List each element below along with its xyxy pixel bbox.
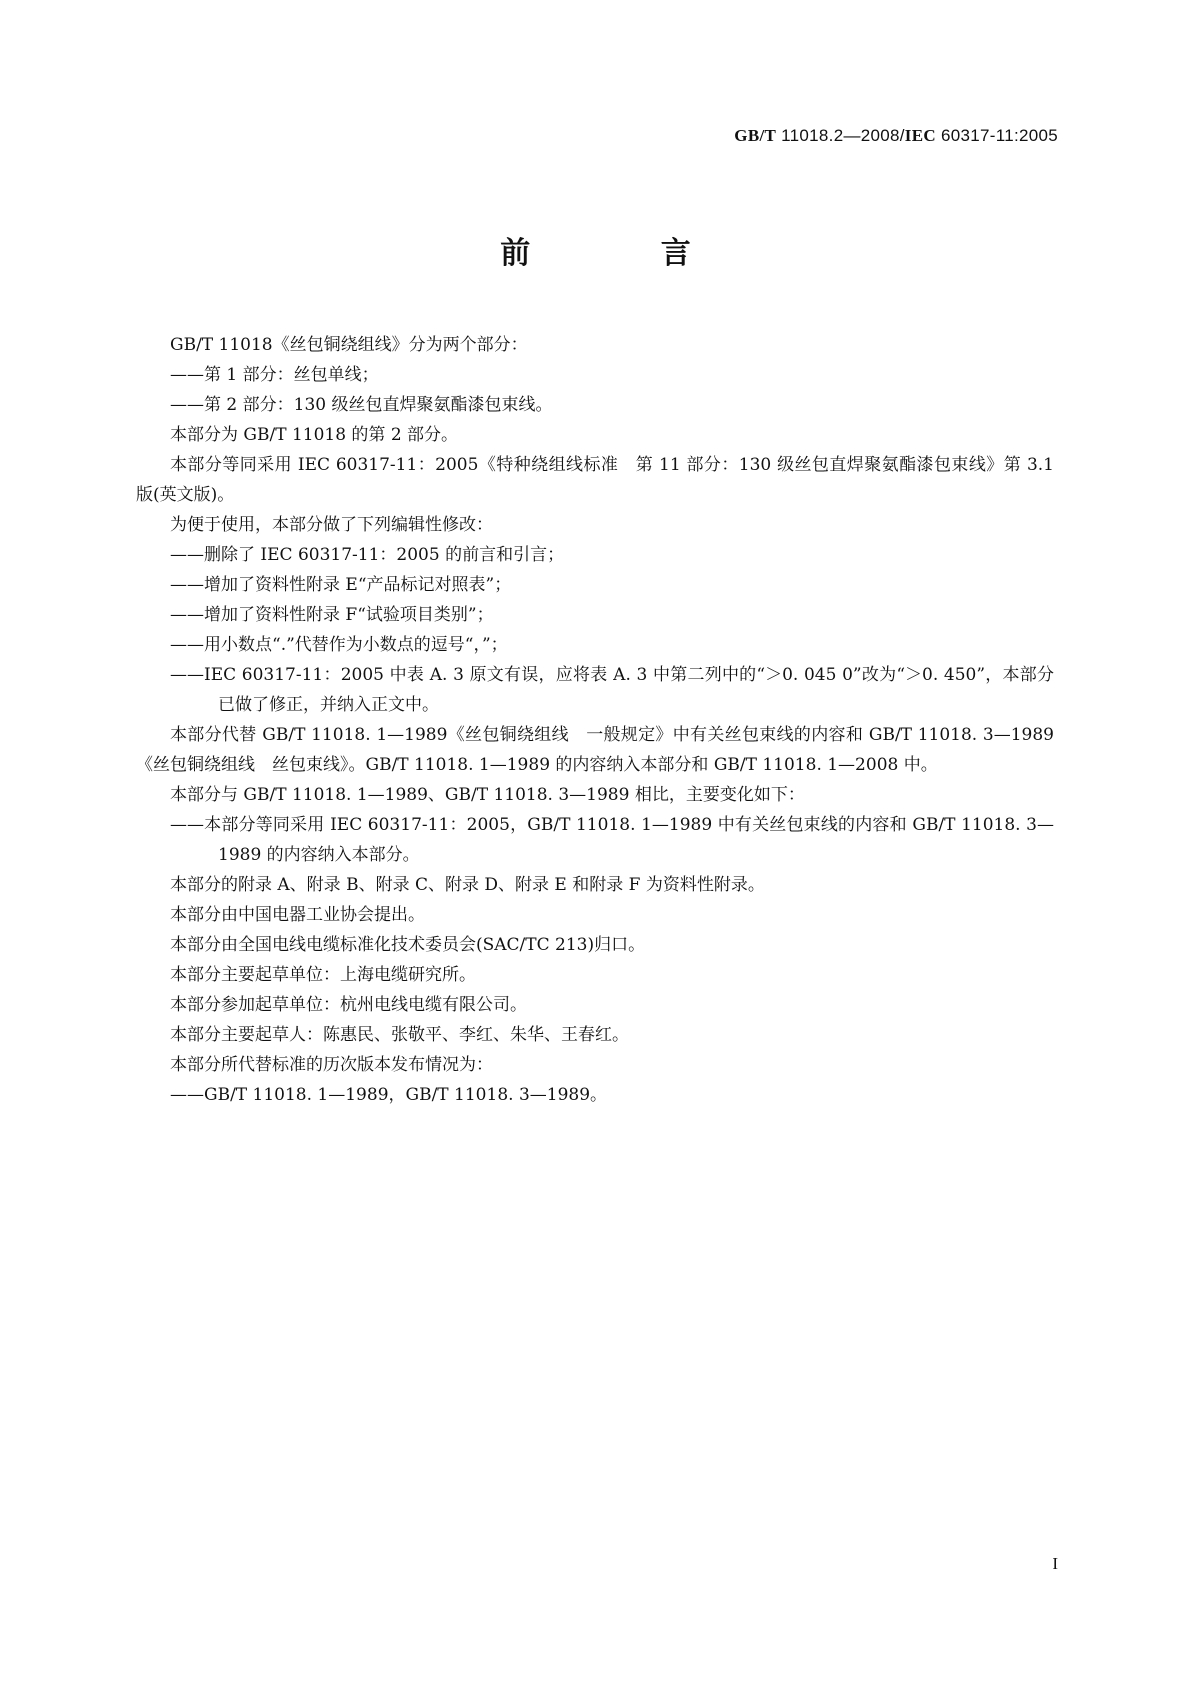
paragraph-edits-intro: 为便于使用，本部分做了下列编辑性修改： xyxy=(170,515,493,535)
paragraph-history-intro: 本部分所代替标准的历次版本发布情况为： xyxy=(170,1055,493,1075)
list-item-edit-3: ——增加了资料性附录 F“试验项目类别”； xyxy=(170,605,494,625)
paragraph-participating-org: 本部分参加起草单位：杭州电线电缆有限公司。 xyxy=(170,995,527,1015)
list-item-part-2: ——第 2 部分：130 级丝包直焊聚氨酯漆包束线。 xyxy=(170,395,553,415)
list-item-edit-2: ——增加了资料性附录 E“产品标记对照表”； xyxy=(170,575,512,595)
list-item-history-1: ——GB/T 11018. 1—1989，GB/T 11018. 3—1989。 xyxy=(170,1085,608,1105)
paragraph-this-part: 本部分为 GB/T 11018 的第 2 部分。 xyxy=(170,425,459,445)
page-number: I xyxy=(1052,1554,1058,1573)
header-code-gbt: GB/T xyxy=(734,126,777,145)
list-item-edit-5: ——IEC 60317-11：2005 中表 A. 3 原文有误，应将表 A. 3 中第二列中的“＞0. 045 0”改为“＞0. 450”，本部分已做了修正，并纳入正文中。 xyxy=(170,665,1054,715)
paragraph-adoption: 本部分等同采用 IEC 60317-11：2005《特种绕组线标准 第 11 部分：130 级丝包直焊聚氨酯漆包束线》第 3.1 版(英文版)。 xyxy=(136,455,1054,505)
paragraph-intro: GB/T 11018《丝包铜绕组线》分为两个部分： xyxy=(170,335,528,355)
list-item-edit-1: ——删除了 IEC 60317-11：2005 的前言和引言； xyxy=(170,545,565,565)
page-title: 前 言 xyxy=(500,236,751,271)
paragraph-changes-intro: 本部分与 GB/T 11018. 1—1989、GB/T 11018. 3—1989 相比，主要变化如下： xyxy=(170,785,805,805)
foreword-body xyxy=(136,330,1054,1110)
header-code-number: 11018.2—2008/ xyxy=(781,126,905,145)
header-code-iec: IEC xyxy=(904,126,936,145)
paragraph-proposed-by: 本部分由中国电器工业协会提出。 xyxy=(170,905,425,925)
paragraph-under-jurisdiction: 本部分由全国电线电缆标准化技术委员会(SAC/TC 213)归口。 xyxy=(170,935,646,955)
list-item-part-1: ——第 1 部分：丝包单线； xyxy=(170,365,379,385)
header-code-iec-number: 60317-11:2005 xyxy=(940,126,1058,145)
paragraph-annexes: 本部分的附录 A、附录 B、附录 C、附录 D、附录 E 和附录 F 为资料性附录。 xyxy=(170,875,765,895)
paragraph-main-drafter-org: 本部分主要起草单位：上海电缆研究所。 xyxy=(170,965,476,985)
standard-code-header xyxy=(734,126,1058,146)
paragraph-main-drafters: 本部分主要起草人：陈惠民、张敬平、李红、朱华、王春红。 xyxy=(170,1025,629,1045)
list-item-edit-4: ——用小数点“.”代替作为小数点的逗号“，”； xyxy=(170,635,508,655)
paragraph-replaces: 本部分代替 GB/T 11018. 1—1989《丝包铜绕组线 一般规定》中有关丝包束线的内容和 GB/T 11018. 3—1989《丝包铜绕组线 丝包束线》。GB/T 11018. 1—1989 的内容纳入本部分和 GB/T 11018. 1—2008 中。 xyxy=(136,725,1054,775)
list-item-change-1: ——本部分等同采用 IEC 60317-11：2005，GB/T 11018. 1—1989 中有关丝包束线的内容和 GB/T 11018. 3—1989 的内容纳入本部分。 xyxy=(170,815,1054,865)
